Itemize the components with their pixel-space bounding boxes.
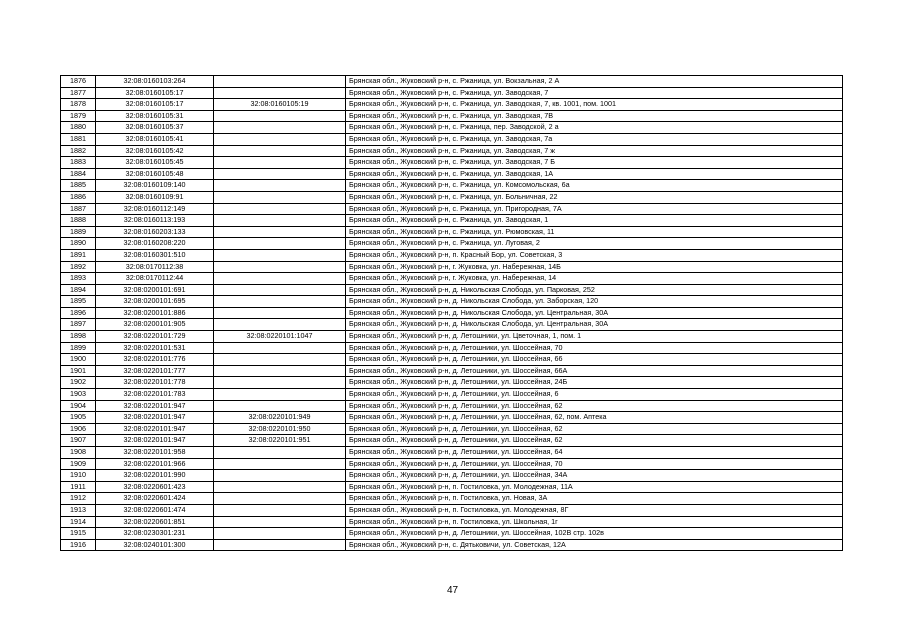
table-row xyxy=(61,168,843,180)
address-cell: Брянская обл., Жуковский р-н, д. Летошники, ул. Шоссейная, 102В стр. 102в xyxy=(346,528,843,540)
row-number-cell: 1899 xyxy=(61,342,96,354)
table-row xyxy=(61,354,843,366)
address-cell: Брянская обл., Жуковский р-н, д. Летошники, ул. Шоссейная, 24Б xyxy=(346,377,843,389)
table-row xyxy=(61,110,843,122)
table-row xyxy=(61,307,843,319)
row-number-cell: 1888 xyxy=(61,215,96,227)
row-number-cell: 1895 xyxy=(61,296,96,308)
address-cell: Брянская обл., Жуковский р-н, д. Никольская Слобода, ул. Центральная, 30А xyxy=(346,319,843,331)
table-row xyxy=(61,470,843,482)
related-cadastral-number-cell xyxy=(214,319,346,331)
related-cadastral-number-cell xyxy=(214,516,346,528)
related-cadastral-number-cell xyxy=(214,481,346,493)
related-cadastral-number-cell xyxy=(214,354,346,366)
cadastral-number-cell: 32:08:0220101:947 xyxy=(96,412,214,424)
row-number-cell: 1889 xyxy=(61,226,96,238)
row-number-cell: 1876 xyxy=(61,76,96,88)
row-number-cell: 1915 xyxy=(61,528,96,540)
row-number-cell: 1882 xyxy=(61,145,96,157)
table-row xyxy=(61,133,843,145)
table-row xyxy=(61,493,843,505)
table-row xyxy=(61,319,843,331)
cadastral-number-cell: 32:08:0220101:776 xyxy=(96,354,214,366)
table-row xyxy=(61,249,843,261)
related-cadastral-number-cell xyxy=(214,400,346,412)
table-row xyxy=(61,435,843,447)
address-cell: Брянская обл., Жуковский р-н, д. Летошники, ул. Шоссейная, 70 xyxy=(346,342,843,354)
property-table-body xyxy=(61,76,843,551)
cadastral-number-cell: 32:08:0160113:193 xyxy=(96,215,214,227)
address-cell: Брянская обл., Жуковский р-н, с. Ржаница, ул. Заводская, 7а xyxy=(346,133,843,145)
table-row xyxy=(61,331,843,343)
address-cell: Брянская обл., Жуковский р-н, с. Ржаница, ул. Заводская, 7 ж xyxy=(346,145,843,157)
row-number-cell: 1893 xyxy=(61,273,96,285)
address-cell: Брянская обл., Жуковский р-н, д. Летошники, ул. Шоссейная, 62 xyxy=(346,400,843,412)
table-row xyxy=(61,226,843,238)
cadastral-number-cell: 32:08:0220601:474 xyxy=(96,504,214,516)
related-cadastral-number-cell xyxy=(214,307,346,319)
address-cell: Брянская обл., Жуковский р-н, д. Летошники, ул. Шоссейная, 70 xyxy=(346,458,843,470)
table-row xyxy=(61,191,843,203)
address-cell: Брянская обл., Жуковский р-н, с. Ржаница, ул. Заводская, 1 xyxy=(346,215,843,227)
related-cadastral-number-cell xyxy=(214,296,346,308)
page-number: 47 xyxy=(446,585,459,596)
table-row xyxy=(61,273,843,285)
row-number-cell: 1903 xyxy=(61,389,96,401)
address-cell: Брянская обл., Жуковский р-н, г. Жуковка, ул. Набережная, 14 xyxy=(346,273,843,285)
cadastral-number-cell: 32:08:0220101:990 xyxy=(96,470,214,482)
row-number-cell: 1879 xyxy=(61,110,96,122)
table-row xyxy=(61,203,843,215)
related-cadastral-number-cell xyxy=(214,365,346,377)
row-number-cell: 1897 xyxy=(61,319,96,331)
address-cell: Брянская обл., Жуковский р-н, д. Летошники, ул. Шоссейная, 62, пом. Аптека xyxy=(346,412,843,424)
address-cell: Брянская обл., Жуковский р-н, с. Ржаница, ул. Заводская, 7В xyxy=(346,110,843,122)
table-row xyxy=(61,296,843,308)
related-cadastral-number-cell: 32:08:0160105:19 xyxy=(214,99,346,111)
address-cell: Брянская обл., Жуковский р-н, д. Никольская Слобода, ул. Парковая, 252 xyxy=(346,284,843,296)
table-row xyxy=(61,528,843,540)
related-cadastral-number-cell xyxy=(214,249,346,261)
related-cadastral-number-cell xyxy=(214,226,346,238)
table-row xyxy=(61,215,843,227)
cadastral-number-cell: 32:08:0160105:31 xyxy=(96,110,214,122)
cadastral-number-cell: 32:08:0220101:778 xyxy=(96,377,214,389)
related-cadastral-number-cell xyxy=(214,110,346,122)
cadastral-number-cell: 32:08:0160203:133 xyxy=(96,226,214,238)
table-row xyxy=(61,284,843,296)
address-cell: Брянская обл., Жуковский р-н, д. Никольская Слобода, ул. Центральная, 30А xyxy=(346,307,843,319)
table-row xyxy=(61,481,843,493)
cadastral-number-cell: 32:08:0220101:966 xyxy=(96,458,214,470)
cadastral-number-cell: 32:08:0160105:17 xyxy=(96,87,214,99)
related-cadastral-number-cell xyxy=(214,284,346,296)
cadastral-number-cell: 32:08:0160208:220 xyxy=(96,238,214,250)
table-row xyxy=(61,180,843,192)
row-number-cell: 1914 xyxy=(61,516,96,528)
row-number-cell: 1890 xyxy=(61,238,96,250)
cadastral-number-cell: 32:08:0160105:37 xyxy=(96,122,214,134)
cadastral-number-cell: 32:08:0200101:691 xyxy=(96,284,214,296)
cadastral-number-cell: 32:08:0220601:851 xyxy=(96,516,214,528)
address-cell: Брянская обл., Жуковский р-н, с. Ржаница, ул. Больничная, 22 xyxy=(346,191,843,203)
cadastral-number-cell: 32:08:0160103:264 xyxy=(96,76,214,88)
cadastral-number-cell: 32:08:0200101:905 xyxy=(96,319,214,331)
cadastral-number-cell: 32:08:0220101:531 xyxy=(96,342,214,354)
row-number-cell: 1900 xyxy=(61,354,96,366)
row-number-cell: 1878 xyxy=(61,99,96,111)
table-row xyxy=(61,400,843,412)
address-cell: Брянская обл., Жуковский р-н, п. Гостиловка, ул. Молодежная, 11А xyxy=(346,481,843,493)
table-row xyxy=(61,389,843,401)
related-cadastral-number-cell xyxy=(214,145,346,157)
cadastral-number-cell: 32:08:0160112:149 xyxy=(96,203,214,215)
related-cadastral-number-cell xyxy=(214,157,346,169)
address-cell: Брянская обл., Жуковский р-н, с. Ржаница, ул. Заводская, 7 xyxy=(346,87,843,99)
related-cadastral-number-cell xyxy=(214,389,346,401)
table-row xyxy=(61,145,843,157)
address-cell: Брянская обл., Жуковский р-н, п. Гостиловка, ул. Молодежная, 8Г xyxy=(346,504,843,516)
address-cell: Брянская обл., Жуковский р-н, д. Летошники, ул. Шоссейная, 62 xyxy=(346,435,843,447)
table-row xyxy=(61,87,843,99)
row-number-cell: 1885 xyxy=(61,180,96,192)
table-row xyxy=(61,458,843,470)
related-cadastral-number-cell xyxy=(214,122,346,134)
related-cadastral-number-cell xyxy=(214,458,346,470)
table-row xyxy=(61,76,843,88)
cadastral-number-cell: 32:08:0220601:423 xyxy=(96,481,214,493)
address-cell: Брянская обл., Жуковский р-н, с. Ржаница, ул. Рюмовская, 11 xyxy=(346,226,843,238)
table-row xyxy=(61,539,843,551)
related-cadastral-number-cell xyxy=(214,447,346,459)
row-number-cell: 1880 xyxy=(61,122,96,134)
related-cadastral-number-cell xyxy=(214,261,346,273)
cadastral-number-cell: 32:08:0160105:48 xyxy=(96,168,214,180)
cadastral-number-cell: 32:08:0200101:695 xyxy=(96,296,214,308)
related-cadastral-number-cell xyxy=(214,539,346,551)
row-number-cell: 1896 xyxy=(61,307,96,319)
cadastral-number-cell: 32:08:0220101:958 xyxy=(96,447,214,459)
cadastral-number-cell: 32:08:0230301:231 xyxy=(96,528,214,540)
row-number-cell: 1877 xyxy=(61,87,96,99)
row-number-cell: 1892 xyxy=(61,261,96,273)
related-cadastral-number-cell xyxy=(214,203,346,215)
cadastral-number-cell: 32:08:0160105:45 xyxy=(96,157,214,169)
table-row xyxy=(61,365,843,377)
address-cell: Брянская обл., Жуковский р-н, п. Гостиловка, ул. Новая, 3А xyxy=(346,493,843,505)
table-row xyxy=(61,423,843,435)
related-cadastral-number-cell xyxy=(214,180,346,192)
related-cadastral-number-cell xyxy=(214,238,346,250)
row-number-cell: 1886 xyxy=(61,191,96,203)
address-cell: Брянская обл., Жуковский р-н, д. Летошники, ул. Шоссейная, 6 xyxy=(346,389,843,401)
related-cadastral-number-cell: 32:08:0220101:951 xyxy=(214,435,346,447)
row-number-cell: 1901 xyxy=(61,365,96,377)
row-number-cell: 1902 xyxy=(61,377,96,389)
related-cadastral-number-cell xyxy=(214,168,346,180)
cadastral-number-cell: 32:08:0200101:886 xyxy=(96,307,214,319)
cadastral-number-cell: 32:08:0220601:424 xyxy=(96,493,214,505)
address-cell: Брянская обл., Жуковский р-н, г. Жуковка, ул. Набережная, 14Б xyxy=(346,261,843,273)
cadastral-number-cell: 32:08:0160301:510 xyxy=(96,249,214,261)
table-row xyxy=(61,99,843,111)
cadastral-number-cell: 32:08:0220101:947 xyxy=(96,423,214,435)
address-cell: Брянская обл., Жуковский р-н, с. Ржаница, ул. Заводская, 1А xyxy=(346,168,843,180)
table-row xyxy=(61,122,843,134)
related-cadastral-number-cell xyxy=(214,470,346,482)
related-cadastral-number-cell xyxy=(214,273,346,285)
row-number-cell: 1912 xyxy=(61,493,96,505)
related-cadastral-number-cell xyxy=(214,191,346,203)
row-number-cell: 1908 xyxy=(61,447,96,459)
address-cell: Брянская обл., Жуковский р-н, с. Ржаница, ул. Пригородная, 7А xyxy=(346,203,843,215)
address-cell: Брянская обл., Жуковский р-н, с. Ржаница, ул. Заводская, 7 Б xyxy=(346,157,843,169)
address-cell: Брянская обл., Жуковский р-н, п. Красный Бор, ул. Советская, 3 xyxy=(346,249,843,261)
row-number-cell: 1904 xyxy=(61,400,96,412)
row-number-cell: 1891 xyxy=(61,249,96,261)
row-number-cell: 1906 xyxy=(61,423,96,435)
row-number-cell: 1907 xyxy=(61,435,96,447)
row-number-cell: 1881 xyxy=(61,133,96,145)
address-cell: Брянская обл., Жуковский р-н, с. Ржаница, пер. Заводской, 2 а xyxy=(346,122,843,134)
related-cadastral-number-cell xyxy=(214,87,346,99)
related-cadastral-number-cell xyxy=(214,493,346,505)
row-number-cell: 1910 xyxy=(61,470,96,482)
row-number-cell: 1913 xyxy=(61,504,96,516)
row-number-cell: 1909 xyxy=(61,458,96,470)
row-number-cell: 1887 xyxy=(61,203,96,215)
cadastral-number-cell: 32:08:0160109:140 xyxy=(96,180,214,192)
table-row xyxy=(61,504,843,516)
address-cell: Брянская обл., Жуковский р-н, д. Никольская Слобода, ул. Заборская, 120 xyxy=(346,296,843,308)
table-row xyxy=(61,412,843,424)
row-number-cell: 1916 xyxy=(61,539,96,551)
cadastral-number-cell: 32:08:0220101:783 xyxy=(96,389,214,401)
address-cell: Брянская обл., Жуковский р-н, с. Ржаница, ул. Луговая, 2 xyxy=(346,238,843,250)
cadastral-number-cell: 32:08:0160109:91 xyxy=(96,191,214,203)
related-cadastral-number-cell: 32:08:0220101:949 xyxy=(214,412,346,424)
row-number-cell: 1883 xyxy=(61,157,96,169)
cadastral-number-cell: 32:08:0170112:44 xyxy=(96,273,214,285)
address-cell: Брянская обл., Жуковский р-н, с. Ржаница, ул. Заводская, 7, кв. 1001, пом. 1001 xyxy=(346,99,843,111)
related-cadastral-number-cell xyxy=(214,377,346,389)
row-number-cell: 1898 xyxy=(61,331,96,343)
cadastral-number-cell: 32:08:0220101:777 xyxy=(96,365,214,377)
related-cadastral-number-cell xyxy=(214,528,346,540)
cadastral-number-cell: 32:08:0220101:729 xyxy=(96,331,214,343)
address-cell: Брянская обл., Жуковский р-н, д. Летошники, ул. Шоссейная, 64 xyxy=(346,447,843,459)
related-cadastral-number-cell xyxy=(214,504,346,516)
cadastral-number-cell: 32:08:0170112:38 xyxy=(96,261,214,273)
related-cadastral-number-cell: 32:08:0220101:1047 xyxy=(214,331,346,343)
address-cell: Брянская обл., Жуковский р-н, д. Летошники, ул. Шоссейная, 66 xyxy=(346,354,843,366)
table-row xyxy=(61,261,843,273)
table-row xyxy=(61,516,843,528)
address-cell: Брянская обл., Жуковский р-н, с. Ржаница, ул. Комсомольская, 6а xyxy=(346,180,843,192)
related-cadastral-number-cell xyxy=(214,215,346,227)
address-cell: Брянская обл., Жуковский р-н, с. Дятьковичи, ул. Советская, 12А xyxy=(346,539,843,551)
related-cadastral-number-cell xyxy=(214,133,346,145)
cadastral-number-cell: 32:08:0160105:41 xyxy=(96,133,214,145)
related-cadastral-number-cell xyxy=(214,342,346,354)
table-row xyxy=(61,377,843,389)
address-cell: Брянская обл., Жуковский р-н, д. Летошники, ул. Шоссейная, 34А xyxy=(346,470,843,482)
table-row xyxy=(61,157,843,169)
cadastral-number-cell: 32:08:0160105:17 xyxy=(96,99,214,111)
address-cell: Брянская обл., Жуковский р-н, д. Летошники, ул. Шоссейная, 66А xyxy=(346,365,843,377)
address-cell: Брянская обл., Жуковский р-н, п. Гостиловка, ул. Школьная, 1г xyxy=(346,516,843,528)
cadastral-number-cell: 32:08:0160105:42 xyxy=(96,145,214,157)
table-row xyxy=(61,342,843,354)
table-row xyxy=(61,238,843,250)
row-number-cell: 1894 xyxy=(61,284,96,296)
address-cell: Брянская обл., Жуковский р-н, д. Летошники, ул. Цветочная, 1, пом. 1 xyxy=(346,331,843,343)
address-cell: Брянская обл., Жуковский р-н, с. Ржаница, ул. Вокзальная, 2 А xyxy=(346,76,843,88)
address-cell: Брянская обл., Жуковский р-н, д. Летошники, ул. Шоссейная, 62 xyxy=(346,423,843,435)
row-number-cell: 1884 xyxy=(61,168,96,180)
related-cadastral-number-cell xyxy=(214,76,346,88)
cadastral-number-cell: 32:08:0220101:947 xyxy=(96,435,214,447)
table-row xyxy=(61,447,843,459)
row-number-cell: 1905 xyxy=(61,412,96,424)
cadastral-number-cell: 32:08:0240101:300 xyxy=(96,539,214,551)
related-cadastral-number-cell: 32:08:0220101:950 xyxy=(214,423,346,435)
row-number-cell: 1911 xyxy=(61,481,96,493)
property-table xyxy=(60,75,843,551)
cadastral-number-cell: 32:08:0220101:947 xyxy=(96,400,214,412)
